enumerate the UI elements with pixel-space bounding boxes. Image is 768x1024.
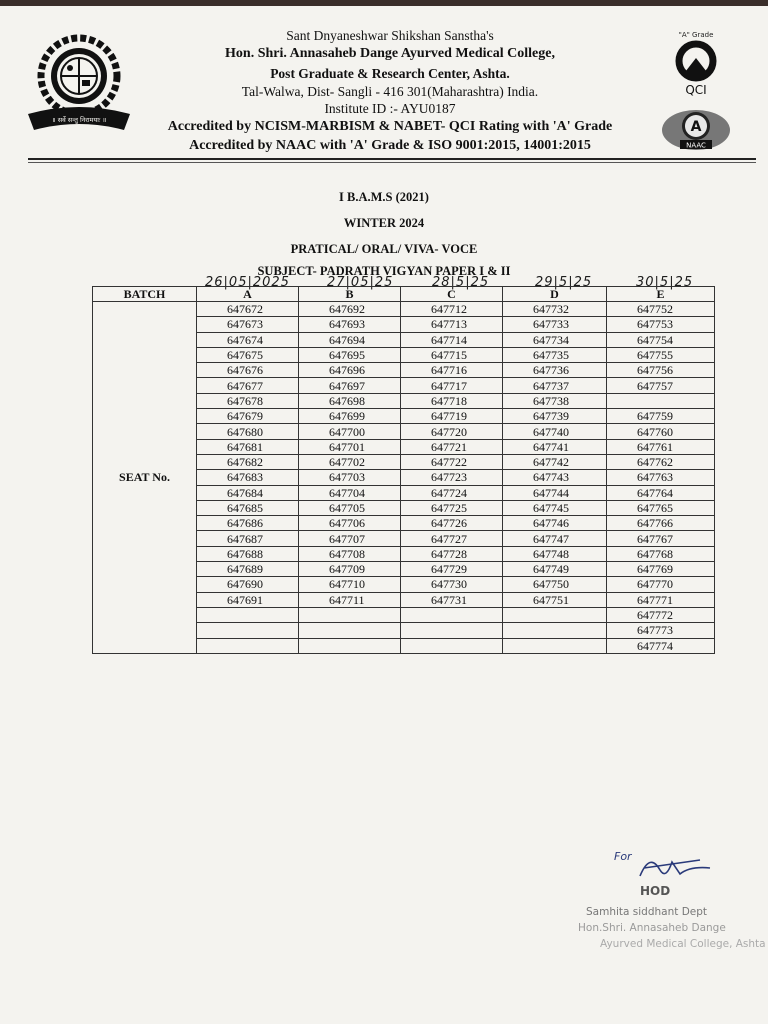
table-header-row: [93, 287, 715, 302]
seat-cell: 647727: [401, 531, 503, 546]
college-name: Hon. Shri. Annasaheb Dange Ayurved Medical College,: [225, 46, 555, 61]
seat-cell: 647746: [503, 516, 607, 531]
seat-cell: 647695: [299, 347, 401, 362]
table-row: [93, 302, 715, 317]
seat-cell: 647693: [299, 317, 401, 332]
seat-cell: [197, 607, 299, 622]
seat-cell: 647739: [503, 409, 607, 424]
seat-cell: 647721: [401, 439, 503, 454]
seat-cell: 647696: [299, 363, 401, 378]
seat-cell: [607, 393, 715, 408]
seat-cell: 647674: [197, 332, 299, 347]
seat-cell: 647681: [197, 439, 299, 454]
seat-cell: 647686: [197, 516, 299, 531]
seat-cell: 647682: [197, 454, 299, 469]
seat-cell: 647771: [607, 592, 715, 607]
signature-dept: Samhita siddhant Dept: [586, 906, 708, 918]
seat-cell: 647676: [197, 363, 299, 378]
naac-letter: A: [690, 119, 702, 135]
seat-cell: 647675: [197, 347, 299, 362]
header-divider: [28, 158, 756, 160]
seat-cell: 647760: [607, 424, 715, 439]
seat-cell: 647705: [299, 500, 401, 515]
seat-cell: 647722: [401, 454, 503, 469]
seat-cell: 647726: [401, 516, 503, 531]
seat-cell: 647728: [401, 546, 503, 561]
seat-cell: 647756: [607, 363, 715, 378]
seat-cell: 647712: [401, 302, 503, 317]
seat-cell: 647690: [197, 577, 299, 592]
college-address: Tal-Walwa, Dist- Sangli - 416 301(Maharashtra) India.: [241, 84, 539, 99]
seat-cell: 647703: [299, 470, 401, 485]
seat-cell: 647694: [299, 332, 401, 347]
column-header-d: D: [503, 287, 607, 302]
seat-cell: [401, 607, 503, 622]
seat-cell: 647759: [607, 409, 715, 424]
seat-cell: 647729: [401, 562, 503, 577]
logo-motto: ॥ सर्वे सन्तु निरामयाः ॥: [51, 116, 107, 124]
seat-cell: 647755: [607, 347, 715, 362]
column-header-c: C: [401, 287, 503, 302]
seat-cell: [197, 638, 299, 653]
seat-cell: 647769: [607, 562, 715, 577]
seat-cell: 647718: [401, 393, 503, 408]
seat-cell: 647688: [197, 546, 299, 561]
seat-cell: 647673: [197, 317, 299, 332]
handwritten-date-b: 27|05|25: [327, 275, 394, 290]
seat-cell: 647770: [607, 577, 715, 592]
naac-text: NAAC: [686, 141, 706, 150]
seat-cell: 647730: [401, 577, 503, 592]
top-dark-band: [0, 0, 768, 6]
seat-cell: 647723: [401, 470, 503, 485]
handwritten-date-a: 26|05|2025: [205, 275, 290, 290]
seat-cell: 647774: [607, 638, 715, 653]
seat-cell: 647709: [299, 562, 401, 577]
seat-cell: [401, 638, 503, 653]
seat-cell: [299, 607, 401, 622]
qci-text: QCI: [685, 83, 707, 97]
college-subtitle: Post Graduate & Research Center, Ashta.: [270, 66, 510, 81]
header-divider-thin: [28, 162, 756, 163]
session-title: WINTER 2024: [343, 216, 425, 230]
seat-cell: 647700: [299, 424, 401, 439]
seat-cell: 647767: [607, 531, 715, 546]
seat-cell: 647731: [401, 592, 503, 607]
seat-cell: 647679: [197, 409, 299, 424]
seat-cell: 647672: [197, 302, 299, 317]
seat-cell: 647685: [197, 500, 299, 515]
trust-name: Sant Dnyaneshwar Shikshan Sanstha's: [286, 28, 494, 43]
seat-cell: 647743: [503, 470, 607, 485]
qci-grade-label: "A" Grade: [678, 31, 714, 39]
signature-college-line-2: Ayurved Medical College, Ashta: [600, 938, 766, 950]
seat-cell: 647716: [401, 363, 503, 378]
seat-cell: [299, 638, 401, 653]
seat-cell: 647724: [401, 485, 503, 500]
seat-cell: 647741: [503, 439, 607, 454]
seat-cell: 647753: [607, 317, 715, 332]
seat-cell: 647734: [503, 332, 607, 347]
seat-no-label: SEAT No.: [93, 302, 197, 654]
seat-cell: 647711: [299, 592, 401, 607]
seat-cell: 647699: [299, 409, 401, 424]
seat-cell: [197, 623, 299, 638]
subject-title: SUBJECT- PADRATH VIGYAN PAPER I & II: [257, 264, 511, 278]
seat-cell: 647702: [299, 454, 401, 469]
seat-cell: 647749: [503, 562, 607, 577]
seat-cell: 647761: [607, 439, 715, 454]
seat-cell: 647751: [503, 592, 607, 607]
seat-cell: 647762: [607, 454, 715, 469]
seat-cell: 647714: [401, 332, 503, 347]
seat-cell: 647719: [401, 409, 503, 424]
seat-cell: [503, 638, 607, 653]
seat-cell: 647680: [197, 424, 299, 439]
hod-signature: [610, 846, 720, 886]
accreditation-line-1: Accredited by NCISM-MARBISM & NABET- QCI Rating with 'A' Grade: [167, 119, 613, 134]
seat-cell: 647750: [503, 577, 607, 592]
handwritten-date-e: 30|5|25: [636, 275, 694, 290]
seat-cell: 647773: [607, 623, 715, 638]
seat-cell: 647740: [503, 424, 607, 439]
handwritten-date-d: 29|5|25: [535, 275, 593, 290]
seat-cell: 647704: [299, 485, 401, 500]
handwritten-date-c: 28|5|25: [432, 275, 490, 290]
seat-cell: 647692: [299, 302, 401, 317]
seat-cell: 647707: [299, 531, 401, 546]
seat-cell: 647738: [503, 393, 607, 408]
seat-cell: 647732: [503, 302, 607, 317]
seat-cell: 647768: [607, 546, 715, 561]
seat-cell: 647710: [299, 577, 401, 592]
seat-cell: 647752: [607, 302, 715, 317]
seat-cell: 647742: [503, 454, 607, 469]
seat-cell: 647691: [197, 592, 299, 607]
seat-cell: 647678: [197, 393, 299, 408]
seat-cell: 647701: [299, 439, 401, 454]
seat-cell: 647683: [197, 470, 299, 485]
signature-for-text: For: [614, 850, 632, 863]
seat-cell: 647766: [607, 516, 715, 531]
seat-cell: [503, 623, 607, 638]
seat-allocation-table: [92, 286, 715, 654]
seat-cell: 647708: [299, 546, 401, 561]
seat-cell: 647698: [299, 393, 401, 408]
qci-logo: [660, 28, 732, 98]
seat-cell: 647748: [503, 546, 607, 561]
seat-cell: 647677: [197, 378, 299, 393]
exam-title: PRATICAL/ ORAL/ VIVA- VOCE: [290, 242, 478, 256]
seat-cell: [503, 607, 607, 622]
seat-cell: 647720: [401, 424, 503, 439]
seat-cell: 647689: [197, 562, 299, 577]
seat-cell: 647687: [197, 531, 299, 546]
seat-cell: 647736: [503, 363, 607, 378]
seat-cell: 647733: [503, 317, 607, 332]
seat-cell: 647717: [401, 378, 503, 393]
seat-cell: 647737: [503, 378, 607, 393]
column-header-e: E: [607, 287, 715, 302]
seat-cell: 647697: [299, 378, 401, 393]
seat-cell: 647725: [401, 500, 503, 515]
institute-id: Institute ID :- AYU0187: [324, 101, 456, 116]
seat-cell: [401, 623, 503, 638]
accreditation-line-2: Accredited by NAAC with 'A' Grade & ISO 9001:2015, 14001:2015: [189, 138, 591, 153]
course-title: I B.A.M.S (2021): [339, 190, 429, 204]
seat-cell: 647764: [607, 485, 715, 500]
seat-cell: 647765: [607, 500, 715, 515]
seat-cell: 647713: [401, 317, 503, 332]
column-header-b: B: [299, 287, 401, 302]
column-header-a: A: [197, 287, 299, 302]
seat-cell: 647754: [607, 332, 715, 347]
seat-cell: 647772: [607, 607, 715, 622]
seat-cell: 647747: [503, 531, 607, 546]
seat-cell: 647745: [503, 500, 607, 515]
seat-cell: 647744: [503, 485, 607, 500]
batch-header: BATCH: [93, 287, 197, 302]
seat-cell: 647763: [607, 470, 715, 485]
seat-cell: 647684: [197, 485, 299, 500]
seat-cell: 647706: [299, 516, 401, 531]
seat-cell: 647757: [607, 378, 715, 393]
seat-cell: 647735: [503, 347, 607, 362]
signature-college-line: Hon.Shri. Annasaheb Dange: [578, 922, 726, 934]
signature-hod: HOD: [640, 884, 671, 898]
seat-cell: 647715: [401, 347, 503, 362]
seat-cell: [299, 623, 401, 638]
